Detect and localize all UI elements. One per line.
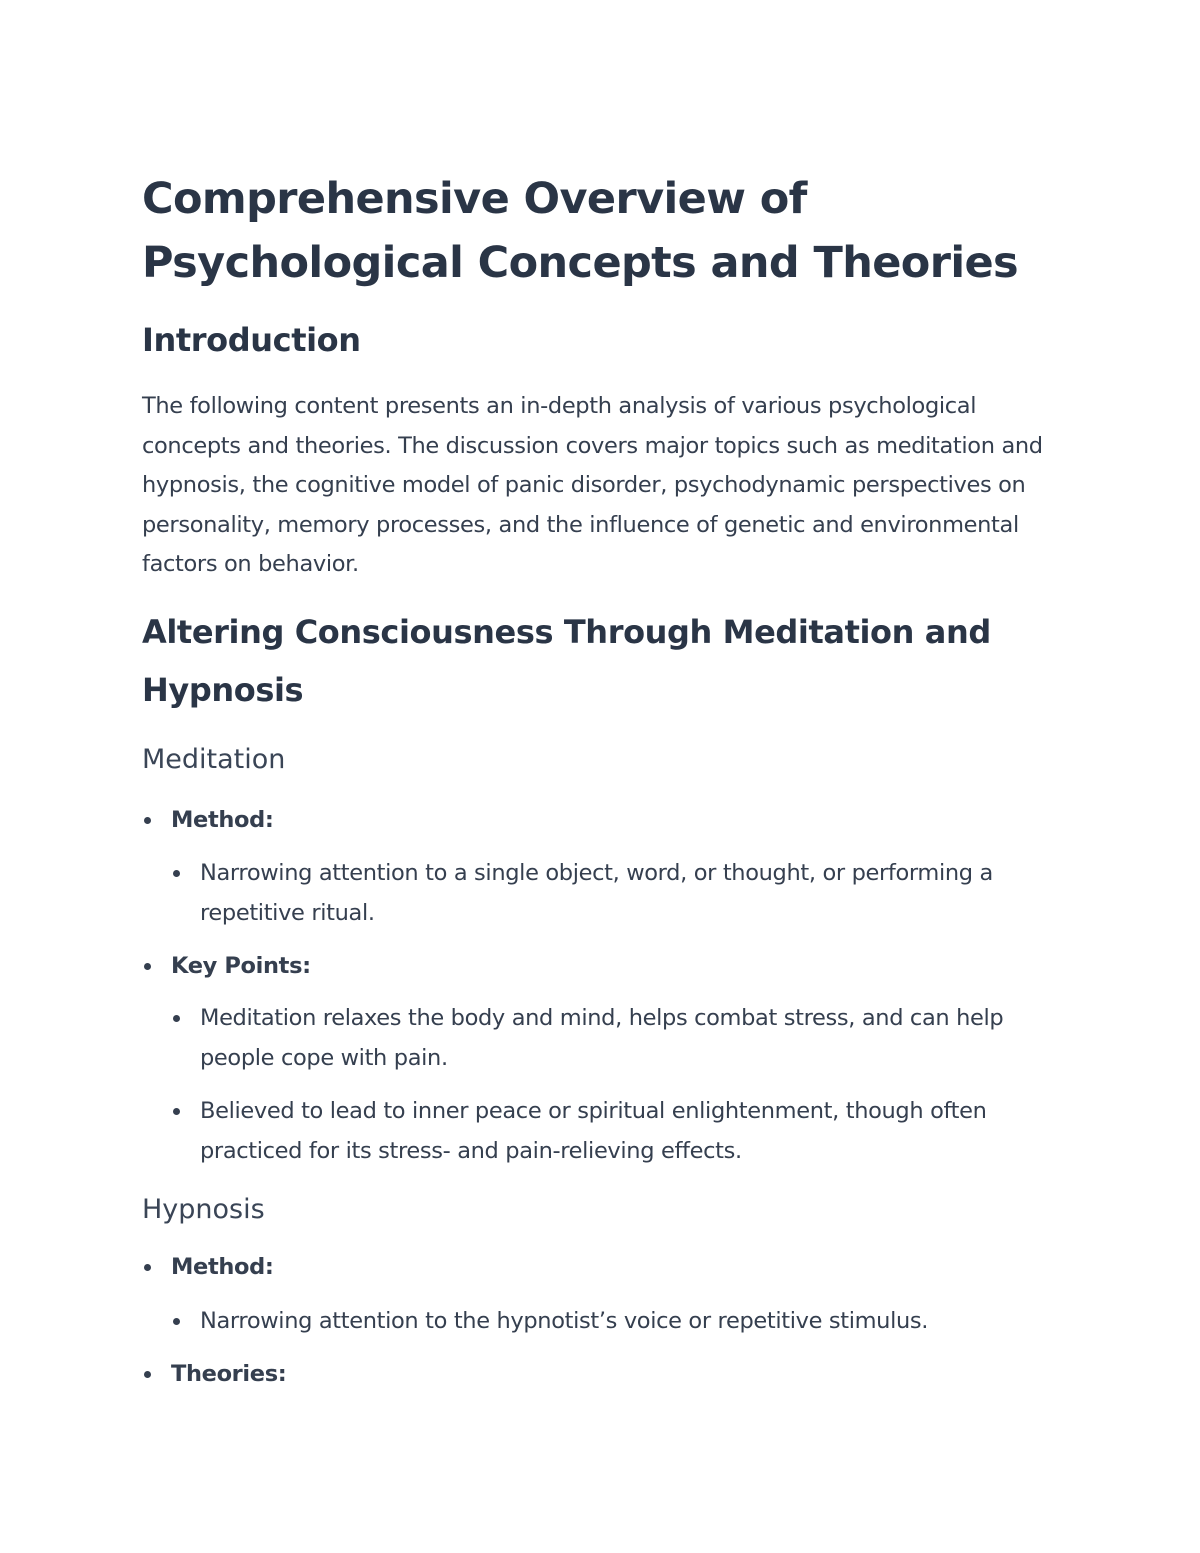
list-item-label: Method:	[171, 1254, 274, 1280]
list-item-label: Method:	[171, 807, 274, 833]
list-item-text: Narrowing attention to a single object, word, or thought, or performing a repetitive ritual.	[200, 860, 993, 926]
list-item-label: Theories:	[171, 1361, 287, 1387]
list-item	[142, 801, 1072, 841]
meditation-method-list	[142, 801, 1072, 841]
bullet-icon	[144, 817, 151, 824]
bullet-icon	[144, 963, 151, 970]
list-item	[142, 947, 1072, 987]
bullet-icon	[144, 1264, 151, 1271]
bullet-icon	[173, 1108, 180, 1115]
document-title: Comprehensive Overview of Psychological Concepts and Theories	[142, 174, 1019, 288]
list-item-text: Narrowing attention to the hypnotist’s voice or repetitive stimulus.	[200, 1308, 929, 1334]
bullet-icon	[173, 1318, 180, 1325]
hypnosis-theories-list	[142, 1355, 1072, 1395]
bullet-icon	[144, 1371, 151, 1378]
introduction-paragraph: The following content presents an in-depth analysis of various psychological concepts and theories. The discussion covers major topics such as meditation and hypnosis, the cognitive model of panic disorder, psychodynamic perspectives on personality, memory processes, and the influence of genetic and environmental factors on behavior.	[142, 393, 1043, 577]
subsection-heading-hypnosis: Hypnosis	[142, 1194, 265, 1225]
section-heading-introduction: Introduction	[142, 321, 361, 359]
hypnosis-method-list	[142, 1248, 1072, 1288]
hypnosis-method-sublist	[142, 1302, 1072, 1342]
bullet-icon	[173, 870, 180, 877]
list-item	[142, 854, 1072, 933]
list-item	[142, 1302, 1072, 1342]
list-item-text: Meditation relaxes the body and mind, helps combat stress, and can help people cope with pain.	[200, 1005, 1004, 1071]
list-item	[142, 1248, 1072, 1288]
list-item-label: Key Points:	[171, 953, 311, 979]
meditation-keypoints-sublist-2	[142, 1092, 1072, 1171]
list-item	[142, 1092, 1072, 1171]
list-item	[142, 999, 1072, 1078]
section-heading-altering-consciousness: Altering Consciousness Through Meditation and Hypnosis	[142, 613, 991, 709]
meditation-keypoints-sublist	[142, 999, 1072, 1078]
meditation-keypoints-list	[142, 947, 1072, 987]
bullet-icon	[173, 1015, 180, 1022]
list-item	[142, 1355, 1072, 1395]
subsection-heading-meditation: Meditation	[142, 744, 286, 775]
meditation-method-sublist	[142, 854, 1072, 933]
list-item-text: Believed to lead to inner peace or spiritual enlightenment, though often practiced for its stress- and pain-relieving effects.	[200, 1098, 987, 1164]
